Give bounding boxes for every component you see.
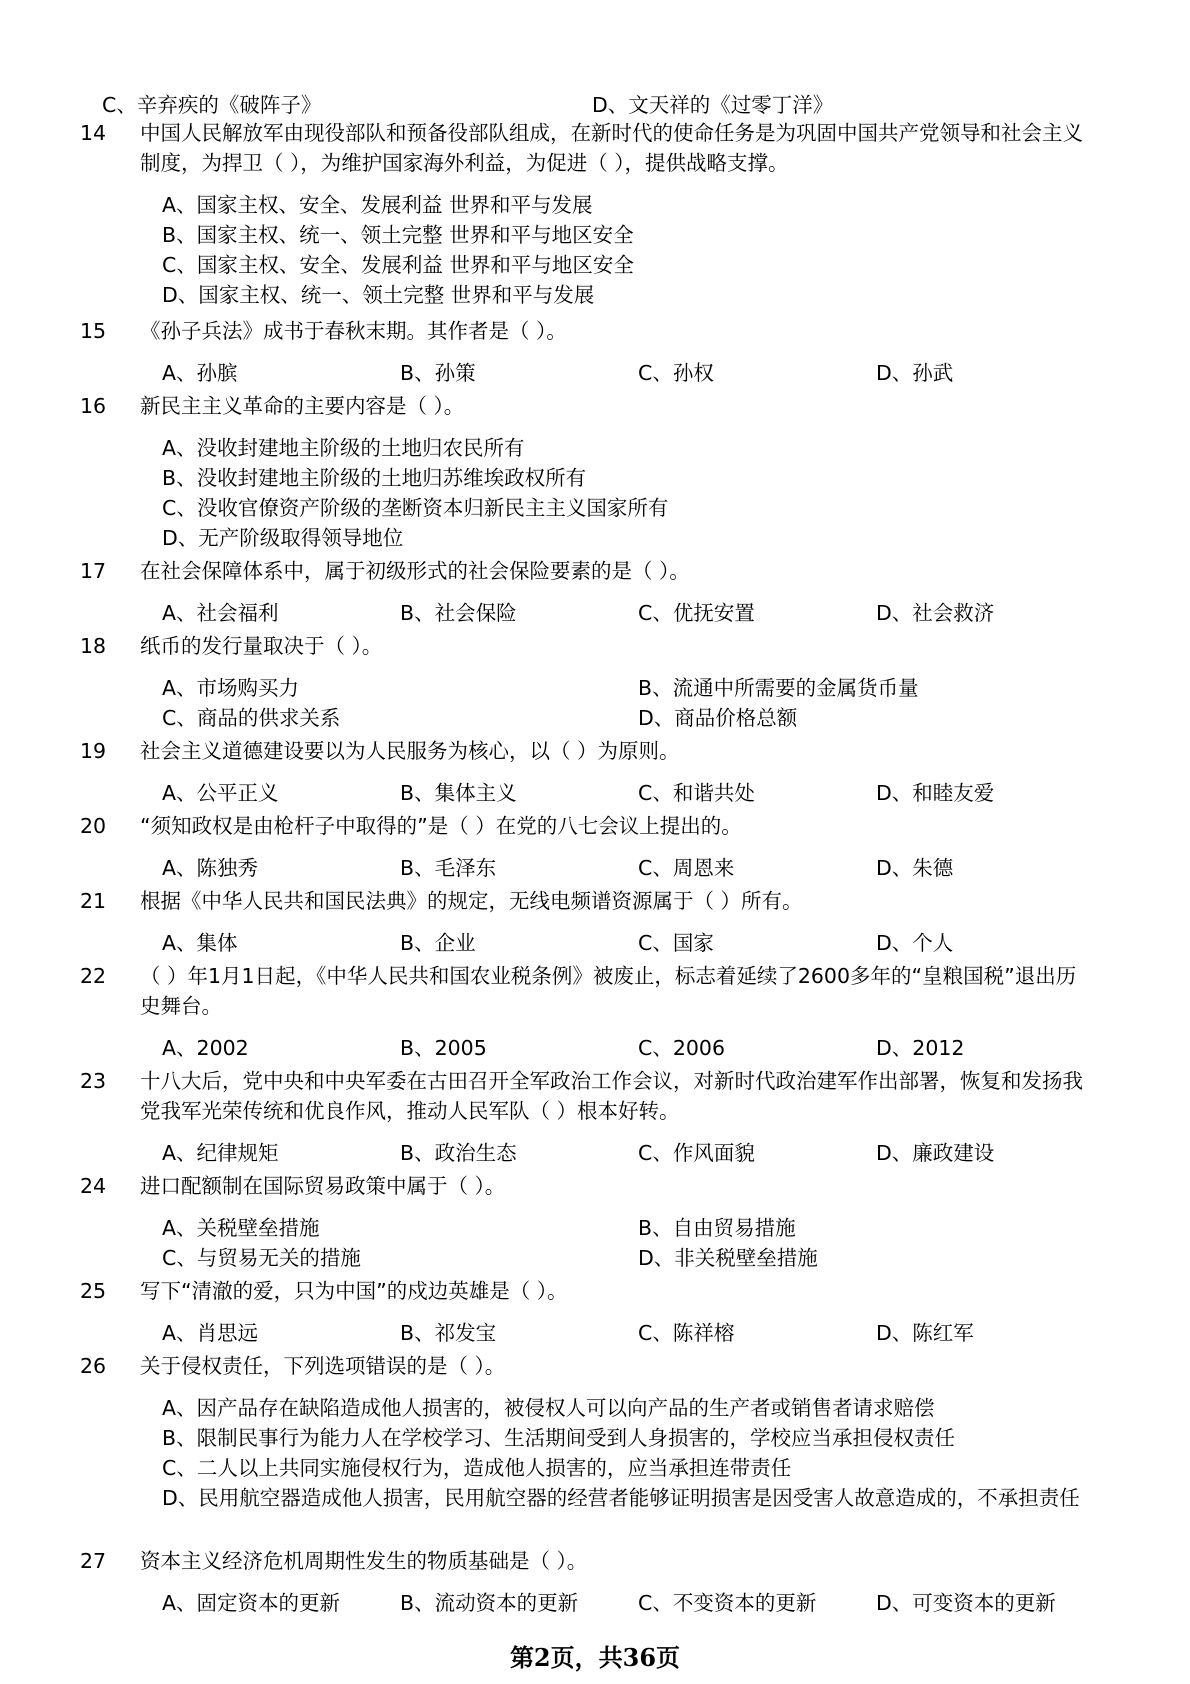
option: C、2006 xyxy=(638,1036,725,1060)
option-list xyxy=(162,1393,1090,1513)
option: B、自由贸易措施 xyxy=(638,1216,796,1240)
option: D、廉政建设 xyxy=(876,1141,995,1165)
question-number: 20 xyxy=(80,814,107,838)
option: C、周恩来 xyxy=(638,856,735,880)
option-list xyxy=(162,928,1090,958)
question-number: 19 xyxy=(80,739,107,763)
option: B、集体主义 xyxy=(400,781,517,805)
option: A、社会福利 xyxy=(162,601,279,625)
option-list xyxy=(162,1588,1090,1618)
question-number: 22 xyxy=(80,964,107,988)
question-24 xyxy=(80,1171,1090,1273)
option: C、辛弃疾的《破阵子》 xyxy=(102,93,322,117)
question-number: 27 xyxy=(80,1549,107,1573)
option: A、国家主权、安全、发展利益 世界和平与发展 xyxy=(162,193,593,217)
option-list xyxy=(162,1213,1090,1273)
question-text: 纸币的发行量取决于（ ）。 xyxy=(140,634,383,658)
option: D、可变资本的更新 xyxy=(876,1591,1056,1615)
option: D、孙武 xyxy=(876,361,954,385)
option: D、2012 xyxy=(876,1036,965,1060)
option: D、朱德 xyxy=(876,856,954,880)
option: A、2002 xyxy=(162,1036,249,1060)
option: D、国家主权、统一、领土完整 世界和平与发展 xyxy=(162,283,595,307)
option: C、没收官僚资产阶级的垄断资本归新民主主义国家所有 xyxy=(162,496,669,520)
option: D、个人 xyxy=(876,931,954,955)
option: A、关税壁垒措施 xyxy=(162,1216,320,1240)
question-19 xyxy=(80,736,1090,808)
option: A、因产品存在缺陷造成他人损害的，被侵权人可以向产品的生产者或销售者请求赔偿 xyxy=(162,1396,935,1420)
option: D、无产阶级取得领导地位 xyxy=(162,526,404,550)
option-list xyxy=(162,673,1090,733)
option: B、政治生态 xyxy=(400,1141,517,1165)
question-17 xyxy=(80,556,1090,628)
question-text: 十八大后，党中央和中央军委在古田召开全军政治工作会议，对新时代政治建军作出部署，恢复和发扬我党我军光荣传统和优良作风，推动人民军队（ ）根本好转。 xyxy=(140,1069,1083,1123)
option: B、孙策 xyxy=(400,361,476,385)
option: C、作风面貌 xyxy=(638,1141,755,1165)
question-text: 社会主义道德建设要以为人民服务为核心，以（ ）为原则。 xyxy=(140,739,680,763)
question-18 xyxy=(80,631,1090,733)
option: B、毛泽东 xyxy=(400,856,497,880)
option: B、祁发宝 xyxy=(400,1321,497,1345)
question-22 xyxy=(80,961,1090,1063)
question-text: 进口配额制在国际贸易政策中属于（ ）。 xyxy=(140,1174,506,1198)
question-27 xyxy=(80,1546,1090,1618)
option: C、二人以上共同实施侵权行为，造成他人损害的，应当承担连带责任 xyxy=(162,1456,792,1480)
question-16 xyxy=(80,391,1090,553)
option: D、和睦友爱 xyxy=(876,781,995,805)
page-number: 第2页，共36页 xyxy=(509,1643,681,1672)
question-15 xyxy=(80,316,1090,388)
option: D、文天祥的《过零丁洋》 xyxy=(592,93,834,117)
option: A、固定资本的更新 xyxy=(162,1591,341,1615)
option-list xyxy=(162,778,1090,808)
option: B、流动资本的更新 xyxy=(400,1591,579,1615)
question-text: 关于侵权责任，下列选项错误的是（ ）。 xyxy=(140,1354,506,1378)
question-25 xyxy=(80,1276,1090,1348)
option: A、没收封建地主阶级的土地归农民所有 xyxy=(162,436,525,460)
option: A、公平正义 xyxy=(162,781,279,805)
option: A、集体 xyxy=(162,931,238,955)
option-list xyxy=(162,1033,1090,1063)
option: B、社会保险 xyxy=(400,601,517,625)
option: D、社会救济 xyxy=(876,601,995,625)
carryover-options xyxy=(102,90,1082,120)
question-text: 在社会保障体系中，属于初级形式的社会保险要素的是（ ）。 xyxy=(140,559,690,583)
question-number: 21 xyxy=(80,889,107,913)
option-list xyxy=(162,853,1090,883)
option-list xyxy=(162,1138,1090,1168)
question-text: 写下“清澈的爱，只为中国”的戍边英雄是（ ）。 xyxy=(140,1279,568,1303)
question-number: 18 xyxy=(80,634,107,658)
option: B、限制民事行为能力人在学校学习、生活期间受到人身损害的，学校应当承担侵权责任 xyxy=(162,1426,956,1450)
option: B、企业 xyxy=(400,931,476,955)
option: A、纪律规矩 xyxy=(162,1141,279,1165)
option: C、孙权 xyxy=(638,361,714,385)
option: B、没收封建地主阶级的土地归苏维埃政权所有 xyxy=(162,466,587,490)
question-21 xyxy=(80,886,1090,958)
question-number: 26 xyxy=(80,1354,107,1378)
question-number: 23 xyxy=(80,1069,107,1093)
option: A、市场购买力 xyxy=(162,676,300,700)
option: A、陈独秀 xyxy=(162,856,259,880)
option-list xyxy=(162,190,1090,310)
option: B、国家主权、统一、领土完整 世界和平与地区安全 xyxy=(162,223,634,247)
option: C、商品的供求关系 xyxy=(162,706,341,730)
question-text: 《孙子兵法》成书于春秋末期。其作者是（ ）。 xyxy=(140,319,567,343)
option-list xyxy=(162,358,1090,388)
question-text: 新民主主义革命的主要内容是（ ）。 xyxy=(140,394,465,418)
question-text: （ ）年1月1日起，《中华人民共和国农业税条例》被废止，标志着延续了2600多年的“皇粮国税”退出历史舞台。 xyxy=(140,964,1077,1018)
question-text: 资本主义经济危机周期性发生的物质基础是（ ）。 xyxy=(140,1549,588,1573)
option-list xyxy=(162,1318,1090,1348)
option: C、国家主权、安全、发展利益 世界和平与地区安全 xyxy=(162,253,634,277)
option: C、优抚安置 xyxy=(638,601,755,625)
question-text: 根据《中华人民共和国民法典》的规定，无线电频谱资源属于（ ）所有。 xyxy=(140,889,803,913)
option: D、民用航空器造成他人损害，民用航空器的经营者能够证明损害是因受害人故意造成的，不承担责任 xyxy=(162,1486,1080,1510)
option: D、陈红军 xyxy=(876,1321,974,1345)
question-text: “须知政权是由枪杆子中取得的”是（ ）在党的八七会议上提出的。 xyxy=(140,814,742,838)
question-20 xyxy=(80,811,1090,883)
question-number: 14 xyxy=(80,121,107,145)
question-26 xyxy=(80,1351,1090,1513)
option: B、流通中所需要的金属货币量 xyxy=(638,676,919,700)
option: C、和谐共处 xyxy=(638,781,755,805)
option: C、国家 xyxy=(638,931,714,955)
question-text: 中国人民解放军由现役部队和预备役部队组成，在新时代的使命任务是为巩固中国共产党领导和社会主义制度，为捍卫（ ），为维护国家海外利益，为促进（ ），提供战略支撑。 xyxy=(140,121,1083,175)
option: B、2005 xyxy=(400,1036,487,1060)
option: A、孙膑 xyxy=(162,361,238,385)
option-list xyxy=(162,598,1090,628)
question-number: 15 xyxy=(80,319,107,343)
question-14 xyxy=(80,118,1090,310)
question-23 xyxy=(80,1066,1090,1168)
option: D、非关税壁垒措施 xyxy=(638,1246,818,1270)
option-list xyxy=(162,433,1090,553)
option: C、与贸易无关的措施 xyxy=(162,1246,361,1270)
option: C、陈祥榕 xyxy=(638,1321,735,1345)
option: D、商品价格总额 xyxy=(638,706,798,730)
option: C、不变资本的更新 xyxy=(638,1591,817,1615)
question-number: 16 xyxy=(80,394,107,418)
carryover-row xyxy=(102,90,1082,120)
question-number: 25 xyxy=(80,1279,107,1303)
question-number: 17 xyxy=(80,559,107,583)
question-number: 24 xyxy=(80,1174,107,1198)
option: A、肖思远 xyxy=(162,1321,259,1345)
